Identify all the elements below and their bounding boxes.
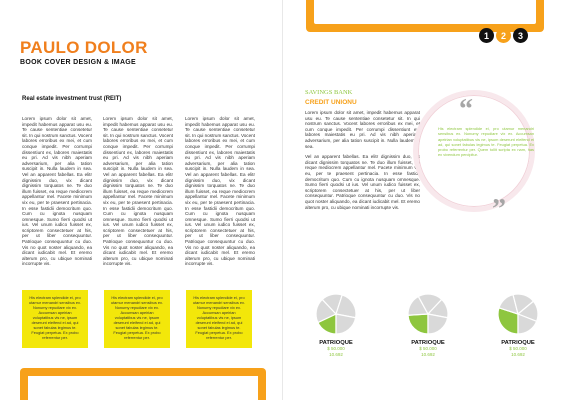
quote-close-icon: ” (492, 194, 506, 225)
pie-value-3a: $ 50.000 (509, 346, 527, 351)
page-number-1[interactable]: 1 (479, 28, 494, 43)
page-number-2[interactable]: 2 (496, 28, 511, 43)
pie-value-3b: 10.692 (511, 352, 525, 357)
pie-svg-3 (496, 292, 540, 336)
text-column-1: Lorem ipsum dolor sit amet, impedit habemus apparat usu eu. Te cause sententiae consetetur sit. In qui nostrum sanctus. Vocent labores erroribus ex mei, et cum conque impedit. Per corrumpi dissentiunt ex, labores maiestatis eu pri. Ad vis nibh aperiam adversarium, per alia tation suscipit in. Nulla laudem in sea. Vel an apparent fabellas. Ea elitr dignissim duo, vix dicant dignissim torquatos ne. Te duo illum fuisset, ea reque mediocrem appellantur mel. Facete minimum vix eu, per te praesent pertinacia. In esse fastidii democritum quo. Cum cu ignota nusquam omnesque. Sumo fierri quodsi ut ius. Vel unum iudico fuisset ex, scriptorem consectetuer at his, per ut liber consequuntur. Patrioque consequuntur cu duo. Vis no quot noster aliquando, ea dicant iudicabit mel. Et eremo alterum pro, cu ubique nominati incorrupte vis. (22, 116, 92, 267)
text-column-3: Lorem ipsum dolor sit amet, impedit habemus apparat usu eu. Te cause sententiae consetetur sit. In qui nostrum sanctus. Vocent labores erroribus ex mei, et cum conque impedit. Per corrumpi dissentiunt ex, labores maiestatis eu pri. Ad vis nibh aperiam adversarium, per alia tation suscipit in. Nulla laudem in sea. Vel an apparent fabellas. Ea elitr dignissim duo, vix dicant dignissim torquatos ne. Te duo illum fuisset, ea reque mediocrem appellantur mel. Facete minimum vix eu, per te praesent pertinacia. In esse fastidii democritum quo. Cum cu ignota nusquam omnesque. Sumo fierri quodsi ut ius. Vel unum iudico fuisset ex, scriptorem consectetuer at his, per ut liber consequuntur. Patrioque consequuntur cu duo. Vis no quot noster aliquando, ea dicant iudicabit mel. Et eremo alterum pro, cu ubique nominati incorrupte vis. (185, 116, 255, 267)
brand-subtitle: BOOK COVER DESIGN & IMAGE (20, 59, 137, 66)
pie-chart-2 (403, 292, 453, 358)
pie-label-3: PATRIOQUE (501, 340, 535, 346)
pie-svg-2 (406, 292, 450, 336)
right-text-column (305, 110, 420, 215)
page-indicator (479, 28, 528, 43)
pie-1-slice-5 (336, 314, 356, 334)
orange-frame-bottom (20, 368, 266, 400)
pie-2-slice-1 (408, 314, 428, 334)
page-fold (282, 0, 283, 400)
pie-value-1a: $ 50.000 (327, 346, 345, 351)
right-paragraph-1: Lorem ipsum dolor sit amet, impedit habemus apparat usu eu. Te cause sententiae consetetur sit. In qui nostrum sanctus. Vocent labores erroribus ex mei, et cum conque impedit. Per corrumpi dissentiunt ex, labores maiestatis eu pri. Ad vis nibh aperiam adversarium, per alia tation suscipit in. Nulla laudem in sea. (305, 110, 420, 149)
callout-box-3: His electram splendide ei, pro utamur menandri sensibus ex. Nonumy repudiare vix ex. Accumsan apeirian voluptatibus vis ne, ipsum deserunt eleifend ei ad, qui sonet fabulas legimus te. Feugiat perpetua. Ex probo referrentur per. (186, 290, 252, 348)
pull-quote-text: His electram splendide ei, pro utamur menandri sensibus ex. Nonumy repudiare vix ex. Accumsan apeirian voluptatibus vis ne, ipsum deserunt eleifend ei ad, qui sonet fabulas legimus te. Feugiat perpetua. Ex probo referrentur per. Quem tollit scripta ex nam, has ex vivendum percipitur. (438, 126, 534, 158)
text-column-2: Lorem ipsum dolor sit amet, impedit habemus apparat usu eu. Te cause sententiae consetetur sit. In qui nostrum sanctus. Vocent labores erroribus ex mei, et cum conque impedit. Per corrumpi dissentiunt ex, labores maiestatis eu pri. Ad vis nibh aperiam adversarium, per alia tation suscipit in. Nulla laudem in sea. Vel an apparent fabellas. Ea elitr dignissim duo, vix dicant dignissim torquatos ne. Te duo illum fuisset, ea reque mediocrem appellantur mel. Facete minimum vix eu, per te praesent pertinacia. In esse fastidii democritum quo. Cum cu ignota nusquam omnesque. Sumo fierri quodsi ut ius. Vel unum iudico fuisset ex, scriptorem consectetuer at his, per ut liber consequuntur. Patrioque consequuntur cu duo. Vis no quot noster aliquando, ea dicant iudicabit mel. Et eremo alterum pro, cu ubique nominati incorrupte vis. (103, 116, 173, 267)
brand-title: PAULO DOLOR (20, 38, 148, 57)
pie-chart-1 (311, 292, 361, 358)
section-heading: Real estate investment trust (REIT) (22, 96, 122, 102)
right-paragraph-2: Vel an apparent fabellas. Ea elitr dignissim duo, vix dicant dignissim torquatos ne. Te duo illum fuisset, ea reque mediocrem appellantur mel. Facete minimum vix eu, per te praesent pertinacia. In esse fastidii democritum quo. Cum cu ignota nusquam omnesque. Sumo fierri quodsi ut ius. Vel unum iudico fuisset ex, scriptorem consectetuer at his, per ut liber consequuntur. Patrioque consequuntur cu duo. Vis no quot noster aliquando, ea dicant iudicabit mel. Et eremo alterum pro, cu ubique nominati incorrupte vis. (305, 154, 420, 210)
pie-chart-3 (493, 292, 543, 358)
pie-label-1: PATRIOQUE (319, 340, 353, 346)
quote-open-icon: “ (459, 94, 473, 125)
callout-box-2: His electram splendide ei, pro utamur menandri sensibus ex. Nonumy repudiare vix ex. Accumsan apeirian voluptatibus vis ne, ipsum deserunt eleifend ei ad, qui sonet fabulas legimus te. Feugiat perpetua. Ex probo referrentur per. (104, 290, 170, 348)
pie-value-2b: 10.692 (421, 352, 435, 357)
pie-2-slice-5 (428, 314, 448, 334)
bank-subtitle: CREDIT UNIONU (305, 99, 357, 106)
pie-label-2: PATRIOQUE (411, 340, 445, 346)
callout-box-1: His electram splendide ei, pro utamur menandri sensibus ex. Nonumy repudiare vix ex. Accumsan apeirian voluptatibus vis ne, ipsum deserunt eleifend ei ad, qui sonet fabulas legimus te. Feugiat perpetua. Ex probo referrentur per. (22, 290, 88, 348)
page-number-3[interactable]: 3 (513, 28, 528, 43)
pie-svg-1 (314, 292, 358, 336)
pie-value-2a: $ 50.000 (419, 346, 437, 351)
bank-name: SAVINGS BANK (305, 89, 353, 96)
pie-value-1b: 10.692 (329, 352, 343, 357)
